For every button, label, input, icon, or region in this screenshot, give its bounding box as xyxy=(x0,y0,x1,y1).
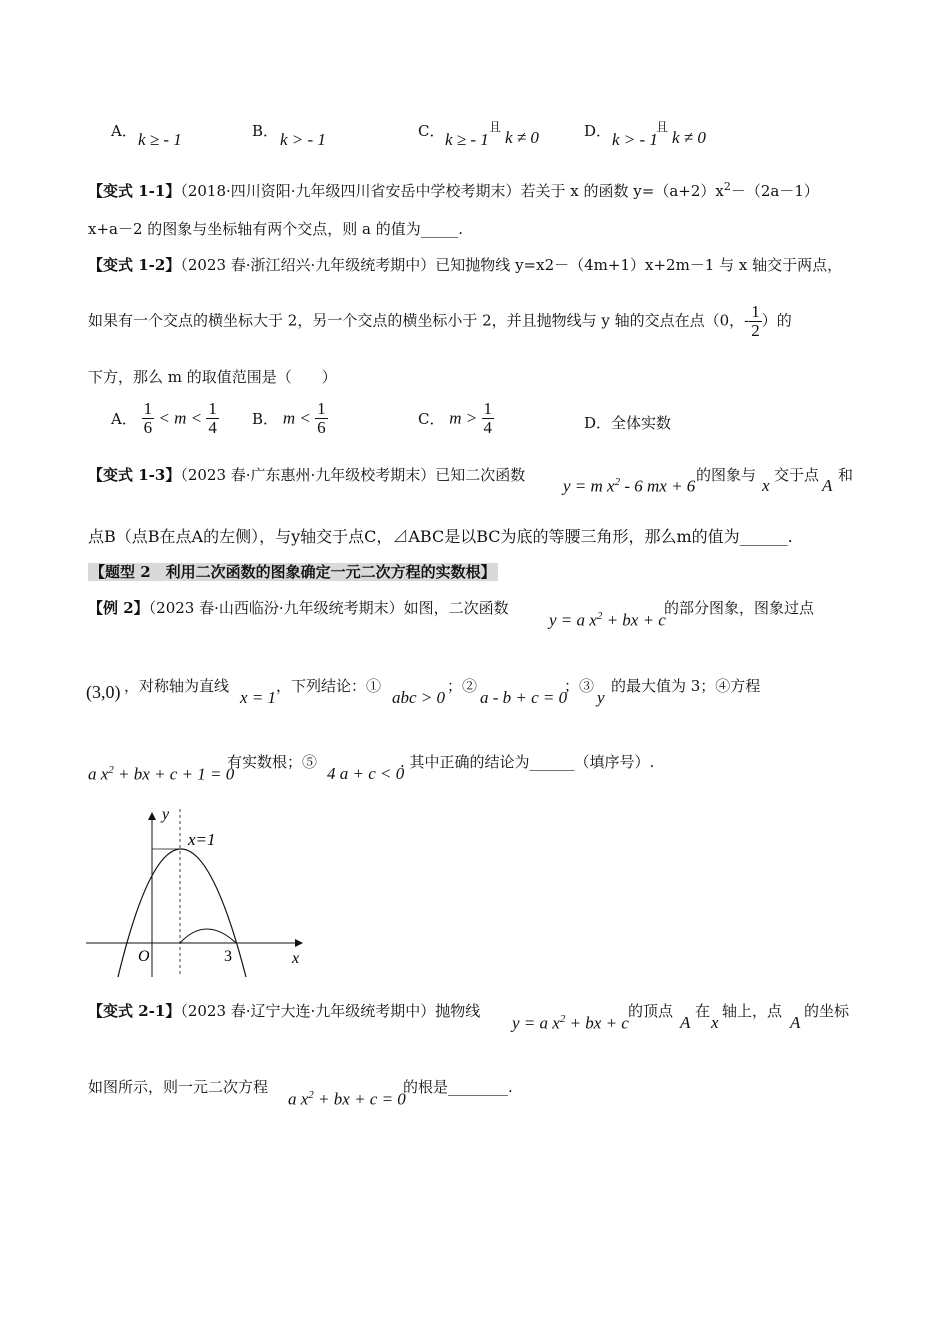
eq: a x xyxy=(288,1089,309,1109)
variant-1-2-line2 xyxy=(88,303,792,340)
variant-1-2-line1 xyxy=(88,254,842,275)
superscript: 2 xyxy=(108,764,114,776)
variant-2-1-t2: 在 xyxy=(695,1002,711,1020)
variant-2-1-equation xyxy=(288,1089,406,1110)
option-label: C． xyxy=(418,409,445,428)
variant-1-2-line3: 下方，那么 m 的取值范围是（ ） xyxy=(88,368,337,386)
fraction-numerator: 1 xyxy=(751,302,760,321)
variant-2-1-text: （2023 春·辽宁大连·九年级统考期中）抛物线 xyxy=(180,1002,481,1020)
heading-text: 【题型 2 利用二次函数的图象确定一元二次方程的实数根】 xyxy=(90,563,496,581)
func-rest: + bx + c xyxy=(565,1013,629,1033)
fraction-denominator: 4 xyxy=(208,417,217,437)
variant-1-3-line2: 点B（点B在点A的左侧），与y轴交于点C，⊿ABC是以BC为底的等腰三角形，那么m的值为______. xyxy=(88,527,793,546)
fraction-denominator: 4 xyxy=(483,417,493,437)
y-variable: y xyxy=(597,688,605,707)
inequality: m > xyxy=(449,408,482,428)
three-label: 3 xyxy=(224,948,232,965)
fraction xyxy=(315,400,328,437)
superscript: 2 xyxy=(596,610,603,622)
y-axis-label: y xyxy=(162,806,170,823)
example-2-line3a: 有实数根；⑤ xyxy=(227,753,318,771)
point-3-0: (3,0) xyxy=(86,682,121,702)
variant-1-2-text: （2023 春·浙江绍兴·九年级统考期中）已知抛物线 y=x2－（4m+1）x+2m－1 与 x 轴交于两点， xyxy=(180,256,843,274)
eq-rest: + bx + c + 1 = 0 xyxy=(113,764,235,784)
fraction-numerator: 1 xyxy=(208,399,217,418)
equation-4 xyxy=(88,764,234,785)
option-label: B． xyxy=(252,409,279,428)
example-tag: 【例 2】 xyxy=(88,599,149,617)
section-heading xyxy=(88,561,498,582)
fraction-denominator: 6 xyxy=(143,417,153,437)
example-2-line1 xyxy=(88,597,509,618)
option-b-math: k > - 1 xyxy=(280,130,326,149)
eq: a x xyxy=(88,764,109,784)
func-rest: + bx + c xyxy=(602,610,666,630)
inequality: < m < xyxy=(154,408,207,428)
fraction-numerator: 1 xyxy=(317,399,326,418)
variant-1-1-line2: x+a－2 的图象与坐标轴有两个交点，则 a 的值为_____. xyxy=(88,220,464,238)
semi-1: ；② xyxy=(447,677,478,695)
variant-1-1-line1 xyxy=(88,180,819,201)
superscript: 2 xyxy=(614,476,621,488)
option-c-math2: k ≠ 0 xyxy=(505,128,539,147)
fraction xyxy=(482,400,495,437)
option-text: 全体实数 xyxy=(611,414,672,432)
variant-2-1-t3: 轴上，点 xyxy=(722,1002,783,1020)
v12-option-b xyxy=(252,400,328,437)
option-label: A． xyxy=(111,409,137,428)
variant-2-1-line2: 如图所示，则一元二次方程 xyxy=(88,1078,269,1096)
small-arc xyxy=(180,929,236,943)
func: y = a x xyxy=(512,1013,560,1033)
conclusion-2: a - b + c = 0 xyxy=(480,688,568,707)
option-b-label: B． xyxy=(252,122,279,140)
variant-tag: 【变式 1-2】 xyxy=(88,256,181,274)
option-c-label: C． xyxy=(418,122,445,140)
v12-option-a xyxy=(111,400,219,437)
example-2-text: （2023 春·山西临汾·九年级统考期末）如图，二次函数 xyxy=(148,599,509,617)
variant-1-3-text: （2023 春·广东惠州·九年级校考期末）已知二次函数 xyxy=(180,466,526,484)
superscript: 2 xyxy=(559,1013,566,1025)
origin-label: O xyxy=(138,948,150,965)
v12-option-c xyxy=(418,400,494,437)
a-variable: A xyxy=(822,476,833,495)
eq-rest: + bx + c = 0 xyxy=(313,1089,406,1109)
variant-2-1-t4: 的坐标 xyxy=(804,1002,850,1020)
variant-tag: 【变式 1-3】 xyxy=(88,466,181,484)
option-c-and: 且 xyxy=(489,120,502,134)
option-d-and: 且 xyxy=(656,120,669,134)
variant-1-3-after-func: 的图象与 xyxy=(696,466,757,484)
example-2-line3b: . 其中正确的结论为______（填序号）. xyxy=(400,753,655,771)
variant-1-2-text2: 如果有一个交点的横坐标大于 2，另一个交点的横坐标小于 2，并且抛物线与 y 轴的交点在点（0，- xyxy=(88,311,750,330)
variant-2-1-line1 xyxy=(88,1000,480,1021)
variant-1-1-text-b: －（2a－1） xyxy=(730,182,819,200)
variant-tag: 【变式 1-1】 xyxy=(88,182,181,200)
option-a-label: A． xyxy=(111,122,137,140)
superscript: 2 xyxy=(723,180,731,193)
example-2-function xyxy=(549,610,666,631)
variant-1-2-text2b: ）的 xyxy=(761,311,792,330)
option-d-math: k > - 1 xyxy=(612,130,658,149)
v12-option-d xyxy=(584,412,671,433)
conclusion-5: 4 a + c < 0 xyxy=(327,764,405,783)
fraction-numerator: 1 xyxy=(143,399,153,418)
fraction xyxy=(749,303,762,340)
variant-2-1-function xyxy=(512,1013,629,1034)
example-2-line2a: ，对称轴为直线 xyxy=(124,677,230,695)
variant-2-1-line2b: 的根是________. xyxy=(403,1078,513,1096)
option-label: D． xyxy=(584,414,612,432)
func: y = m x xyxy=(563,476,615,496)
option-d-math2: k ≠ 0 xyxy=(672,128,706,147)
variant-1-1-text: （2018·四川资阳·九年级四川省安岳中学校考期末）若关于 x 的函数 y=（a+2）x xyxy=(180,182,724,200)
x-axis-label: x xyxy=(292,950,300,967)
a-variable: A xyxy=(680,1013,691,1032)
fraction xyxy=(142,400,155,437)
fraction-numerator: 1 xyxy=(483,399,493,418)
func-rest: - 6 mx + 6 xyxy=(620,476,696,496)
variant-1-3-line1 xyxy=(88,464,525,485)
conclusion-1: abc > 0 xyxy=(392,688,446,707)
fraction-denominator: 2 xyxy=(751,320,760,340)
a-variable: A xyxy=(790,1013,801,1032)
x-variable: x xyxy=(762,476,770,495)
func: y = a x xyxy=(549,610,597,630)
superscript: 2 xyxy=(308,1089,314,1101)
fraction-denominator: 6 xyxy=(317,417,326,437)
variant-1-3-function xyxy=(563,476,695,497)
option-a-math: k ≥ - 1 xyxy=(138,130,182,149)
symmetry-label: x=1 xyxy=(188,830,216,849)
conclusion-3: 的最大值为 3；④方程 xyxy=(611,677,761,695)
semi-2: ；③ xyxy=(564,677,595,695)
x-variable: x xyxy=(711,1013,719,1032)
fraction xyxy=(206,400,219,437)
variant-1-3-he: 和 xyxy=(838,466,854,484)
axis-of-symmetry: x = 1 xyxy=(240,688,277,707)
option-d-label: D． xyxy=(584,122,612,140)
variant-2-1-t1: 的顶点 xyxy=(628,1002,674,1020)
variant-1-3-jiao: 交于点 xyxy=(774,466,820,484)
example-2-line2b: ，下列结论：① xyxy=(276,677,382,695)
parabola-graph xyxy=(84,805,314,985)
example-2-text-b: 的部分图象，图象过点 xyxy=(664,599,815,617)
inequality: m < xyxy=(282,408,316,428)
variant-tag: 【变式 2-1】 xyxy=(88,1002,181,1020)
option-c-math: k ≥ - 1 xyxy=(445,130,489,149)
